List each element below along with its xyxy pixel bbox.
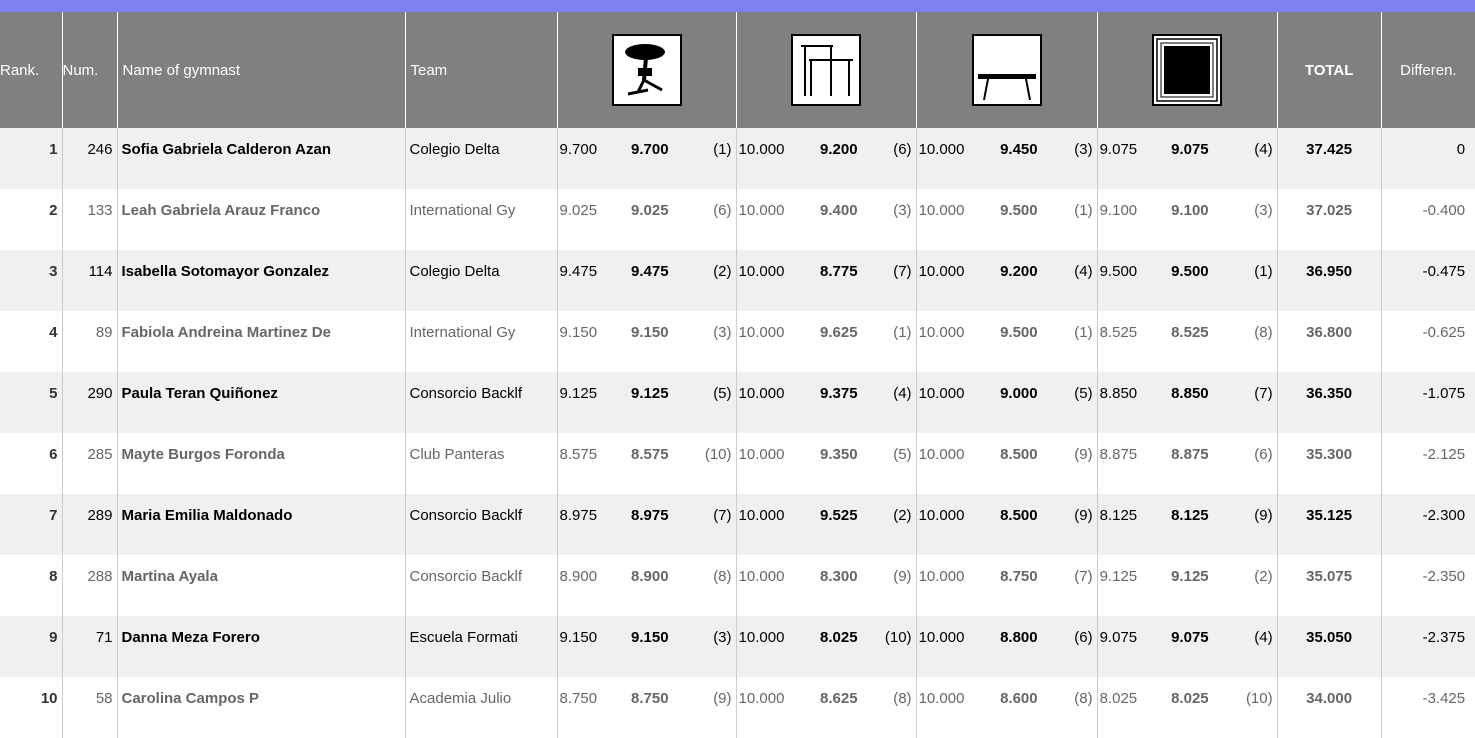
beam-start-value-cell: 10.000	[916, 494, 996, 555]
beam-position-cell: (9)	[1074, 446, 1093, 463]
floor-start-value-cell: 9.125	[1097, 555, 1167, 616]
beam-position-cell: (1)	[1074, 202, 1093, 219]
beam-score-cell: 9.450	[1000, 141, 1038, 158]
bars-position-cell: (4)	[893, 385, 912, 402]
beam-position-cell: (7)	[1074, 568, 1093, 585]
beam-position-cell: (1)	[1074, 324, 1093, 341]
difference-cell: -1.075	[1381, 372, 1475, 433]
table-row[interactable]	[0, 433, 1475, 494]
bars-score-cell: 8.625	[820, 690, 858, 707]
num-cell: 290	[62, 372, 117, 433]
bars-position-cell: (8)	[893, 690, 912, 707]
total-cell: 34.000	[1277, 677, 1381, 738]
gymnast-name-cell[interactable]: Carolina Campos P	[117, 677, 405, 738]
team-cell: Consorcio Backlf	[405, 494, 557, 555]
difference-cell: -2.300	[1381, 494, 1475, 555]
difference-cell: -3.425	[1381, 677, 1475, 738]
num-cell: 114	[62, 250, 117, 311]
gymnast-name-cell[interactable]: Danna Meza Forero	[117, 616, 405, 677]
floor-score-cell: 9.075	[1171, 629, 1209, 646]
bars-start-value-cell: 10.000	[736, 616, 816, 677]
rank-cell: 7	[49, 507, 58, 524]
table-row[interactable]	[0, 616, 1475, 677]
vault-start-value-cell: 8.750	[557, 677, 627, 738]
difference-cell: -0.475	[1381, 250, 1475, 311]
balance-beam-icon	[972, 34, 1042, 106]
bars-position-cell: (7)	[893, 263, 912, 280]
floor-start-value-cell: 8.025	[1097, 677, 1167, 738]
table-row[interactable]	[0, 311, 1475, 372]
beam-score-cell: 9.500	[1000, 202, 1038, 219]
vault-score-cell: 9.475	[631, 263, 669, 280]
vault-start-value-cell: 8.900	[557, 555, 627, 616]
rank-cell: 5	[49, 385, 58, 402]
total-cell: 35.075	[1277, 555, 1381, 616]
beam-position-cell: (4)	[1074, 263, 1093, 280]
table-row[interactable]	[0, 128, 1475, 189]
beam-score-cell: 8.500	[1000, 507, 1038, 524]
diff-header[interactable]: Differen.	[1381, 12, 1475, 128]
bars-start-value-cell: 10.000	[736, 250, 816, 311]
floor-start-value-cell: 8.875	[1097, 433, 1167, 494]
bars-position-cell: (9)	[893, 568, 912, 585]
rank-cell: 1	[49, 141, 58, 158]
beam-start-value-cell: 10.000	[916, 128, 996, 189]
bars-score-cell: 9.525	[820, 507, 858, 524]
gymnast-name-cell[interactable]: Mayte Burgos Foronda	[117, 433, 405, 494]
team-cell: Consorcio Backlf	[405, 372, 557, 433]
team-cell: Consorcio Backlf	[405, 555, 557, 616]
bars-position-cell: (10)	[884, 629, 912, 646]
bars-score-cell: 9.375	[820, 385, 858, 402]
floor-position-cell: (8)	[1254, 324, 1273, 341]
bars-position-cell: (6)	[893, 141, 912, 158]
vault-score-cell: 9.150	[631, 324, 669, 341]
beam-score-cell: 8.600	[1000, 690, 1038, 707]
floor-start-value-cell: 9.100	[1097, 189, 1167, 250]
vault-start-value-cell: 9.150	[557, 311, 627, 372]
floor-start-value-cell: 8.525	[1097, 311, 1167, 372]
floor-position-cell: (9)	[1254, 507, 1273, 524]
difference-cell: -2.375	[1381, 616, 1475, 677]
uneven-bars-icon	[791, 34, 861, 106]
gymnast-name-cell[interactable]: Fabiola Andreina Martinez De	[117, 311, 405, 372]
beam-score-cell: 8.500	[1000, 446, 1038, 463]
floor-score-cell: 9.500	[1171, 263, 1209, 280]
num-cell: 246	[62, 128, 117, 189]
num-cell: 71	[62, 616, 117, 677]
top-accent-bar	[0, 0, 1475, 12]
beam-start-value-cell: 10.000	[916, 433, 996, 494]
floor-position-cell: (1)	[1254, 263, 1273, 280]
bars-start-value-cell: 10.000	[736, 433, 816, 494]
team-cell: Colegio Delta	[405, 128, 557, 189]
bars-score-cell: 9.625	[820, 324, 858, 341]
floor-position-cell: (2)	[1254, 568, 1273, 585]
vault-score-cell: 8.575	[631, 446, 669, 463]
floor-exercise-icon	[1152, 34, 1222, 106]
floor-score-cell: 9.075	[1171, 141, 1209, 158]
rank-cell: 6	[49, 446, 58, 463]
beam-score-cell: 8.800	[1000, 629, 1038, 646]
floor-position-cell: (7)	[1254, 385, 1273, 402]
vault-position-cell: (5)	[713, 385, 732, 402]
bars-start-value-cell: 10.000	[736, 128, 816, 189]
floor-start-value-cell: 9.075	[1097, 616, 1167, 677]
gymnast-name-cell[interactable]: Leah Gabriela Arauz Franco	[117, 189, 405, 250]
team-cell: Colegio Delta	[405, 250, 557, 311]
total-cell: 35.300	[1277, 433, 1381, 494]
difference-cell: -0.625	[1381, 311, 1475, 372]
floor-position-cell: (6)	[1254, 446, 1273, 463]
bars-score-cell: 9.350	[820, 446, 858, 463]
bars-start-value-cell: 10.000	[736, 677, 816, 738]
rank-cell: 8	[49, 568, 58, 585]
floor-score-cell: 9.100	[1171, 202, 1209, 219]
gymnast-name-cell[interactable]: Sofia Gabriela Calderon Azan	[117, 128, 405, 189]
vault-start-value-cell: 9.150	[557, 616, 627, 677]
beam-position-cell: (3)	[1074, 141, 1093, 158]
vault-position-cell: (8)	[713, 568, 732, 585]
total-cell: 36.950	[1277, 250, 1381, 311]
vault-score-cell: 8.900	[631, 568, 669, 585]
beam-start-value-cell: 10.000	[916, 311, 996, 372]
bars-start-value-cell: 10.000	[736, 311, 816, 372]
table-row[interactable]	[0, 677, 1475, 738]
results-table	[0, 12, 1475, 738]
bars-score-cell: 8.025	[820, 629, 858, 646]
beam-position-cell: (5)	[1074, 385, 1093, 402]
bars-start-value-cell: 10.000	[736, 555, 816, 616]
beam-start-value-cell: 10.000	[916, 677, 996, 738]
vault-icon	[612, 34, 682, 106]
vault-position-cell: (3)	[713, 629, 732, 646]
floor-score-cell: 8.875	[1171, 446, 1209, 463]
vault-position-cell: (2)	[713, 263, 732, 280]
floor-exercise-header[interactable]	[1097, 12, 1277, 128]
bars-position-cell: (3)	[893, 202, 912, 219]
vault-score-cell: 9.025	[631, 202, 669, 219]
bars-score-cell: 8.775	[820, 263, 858, 280]
vault-position-cell: (1)	[713, 141, 732, 158]
beam-start-value-cell: 10.000	[916, 189, 996, 250]
table-row[interactable]	[0, 250, 1475, 311]
difference-cell: -0.400	[1381, 189, 1475, 250]
beam-position-cell: (6)	[1074, 629, 1093, 646]
uneven-bars-header[interactable]	[736, 12, 916, 128]
beam-score-cell: 9.200	[1000, 263, 1038, 280]
rank-cell: 3	[49, 263, 58, 280]
beam-score-cell: 9.500	[1000, 324, 1038, 341]
vault-start-value-cell: 9.700	[557, 128, 627, 189]
num-cell: 289	[62, 494, 117, 555]
vault-position-cell: (7)	[713, 507, 732, 524]
gymnast-name-cell[interactable]: Maria Emilia Maldonado	[117, 494, 405, 555]
vault-position-cell: (6)	[713, 202, 732, 219]
team-cell: International Gy	[405, 311, 557, 372]
total-cell: 35.050	[1277, 616, 1381, 677]
num-cell: 288	[62, 555, 117, 616]
difference-cell: -2.350	[1381, 555, 1475, 616]
beam-start-value-cell: 10.000	[916, 555, 996, 616]
vault-start-value-cell: 9.125	[557, 372, 627, 433]
team-cell: International Gy	[405, 189, 557, 250]
bars-score-cell: 8.300	[820, 568, 858, 585]
floor-start-value-cell: 9.500	[1097, 250, 1167, 311]
num-cell: 133	[62, 189, 117, 250]
team-cell: Escuela Formati	[405, 616, 557, 677]
bars-position-cell: (5)	[893, 446, 912, 463]
total-cell: 37.425	[1277, 128, 1381, 189]
vault-position-cell: (9)	[713, 690, 732, 707]
floor-position-cell: (4)	[1254, 629, 1273, 646]
floor-position-cell: (3)	[1254, 202, 1273, 219]
name-header[interactable]: Name of gymnast	[117, 12, 405, 128]
difference-cell: -2.125	[1381, 433, 1475, 494]
table-row[interactable]	[0, 189, 1475, 250]
floor-position-cell: (10)	[1245, 690, 1273, 707]
floor-score-cell: 9.125	[1171, 568, 1209, 585]
total-header[interactable]: TOTAL	[1277, 12, 1381, 128]
table-row[interactable]	[0, 372, 1475, 433]
vault-score-cell: 9.150	[631, 629, 669, 646]
rank-cell: 2	[49, 202, 58, 219]
rank-header[interactable]: Rank.	[0, 61, 40, 79]
beam-position-cell: (8)	[1074, 690, 1093, 707]
beam-score-cell: 8.750	[1000, 568, 1038, 585]
gymnast-name-cell[interactable]: Paula Teran Quiñonez	[117, 372, 405, 433]
floor-score-cell: 8.525	[1171, 324, 1209, 341]
floor-start-value-cell: 8.850	[1097, 372, 1167, 433]
gymnast-name-cell[interactable]: Martina Ayala	[117, 555, 405, 616]
table-row[interactable]	[0, 555, 1475, 616]
balance-beam-header[interactable]	[916, 12, 1097, 128]
total-cell: 35.125	[1277, 494, 1381, 555]
total-cell: 36.800	[1277, 311, 1381, 372]
team-cell: Club Panteras	[405, 433, 557, 494]
beam-start-value-cell: 10.000	[916, 372, 996, 433]
num-cell: 285	[62, 433, 117, 494]
num-cell: 89	[62, 311, 117, 372]
vault-position-cell: (3)	[713, 324, 732, 341]
header-row	[0, 12, 1475, 128]
bars-position-cell: (2)	[893, 507, 912, 524]
vault-score-cell: 9.125	[631, 385, 669, 402]
vault-start-value-cell: 9.475	[557, 250, 627, 311]
rank-cell: 10	[40, 690, 58, 707]
vault-score-cell: 9.700	[631, 141, 669, 158]
beam-start-value-cell: 10.000	[916, 616, 996, 677]
total-cell: 37.025	[1277, 189, 1381, 250]
floor-score-cell: 8.850	[1171, 385, 1209, 402]
floor-start-value-cell: 8.125	[1097, 494, 1167, 555]
num-header[interactable]: Num.	[62, 12, 117, 128]
bars-start-value-cell: 10.000	[736, 372, 816, 433]
rank-cell: 4	[49, 324, 58, 341]
vault-header[interactable]	[557, 12, 736, 128]
bars-score-cell: 9.200	[820, 141, 858, 158]
beam-score-cell: 9.000	[1000, 385, 1038, 402]
floor-score-cell: 8.025	[1171, 690, 1209, 707]
vault-start-value-cell: 8.975	[557, 494, 627, 555]
vault-start-value-cell: 9.025	[557, 189, 627, 250]
beam-start-value-cell: 10.000	[916, 250, 996, 311]
bars-position-cell: (1)	[893, 324, 912, 341]
rank-cell: 9	[49, 629, 58, 646]
floor-score-cell: 8.125	[1171, 507, 1209, 524]
total-cell: 36.350	[1277, 372, 1381, 433]
difference-cell: 0	[1381, 128, 1475, 189]
vault-position-cell: (10)	[704, 446, 732, 463]
num-cell: 58	[62, 677, 117, 738]
floor-position-cell: (4)	[1254, 141, 1273, 158]
bars-start-value-cell: 10.000	[736, 189, 816, 250]
vault-score-cell: 8.975	[631, 507, 669, 524]
gymnast-name-cell[interactable]: Isabella Sotomayor Gonzalez	[117, 250, 405, 311]
beam-position-cell: (9)	[1074, 507, 1093, 524]
bars-score-cell: 9.400	[820, 202, 858, 219]
vault-start-value-cell: 8.575	[557, 433, 627, 494]
table-row[interactable]	[0, 494, 1475, 555]
bars-start-value-cell: 10.000	[736, 494, 816, 555]
vault-score-cell: 8.750	[631, 690, 669, 707]
team-header[interactable]: Team	[405, 12, 557, 128]
team-cell: Academia Julio	[405, 677, 557, 738]
floor-start-value-cell: 9.075	[1097, 128, 1167, 189]
